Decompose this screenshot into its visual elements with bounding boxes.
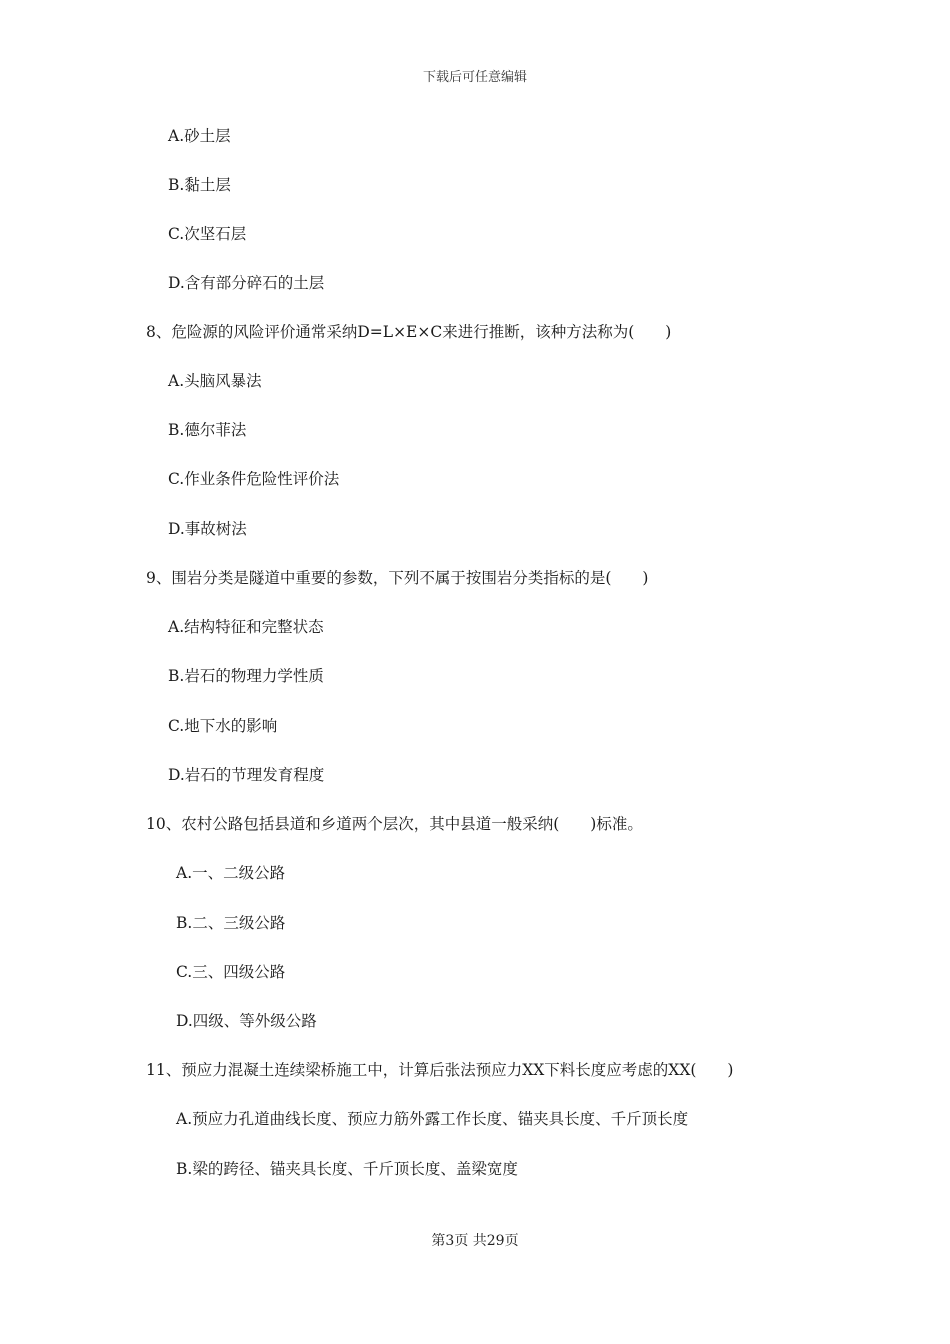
- option-a: A.头脑风暴法: [168, 372, 262, 390]
- option-b: B.二、三级公路: [176, 914, 286, 932]
- option-c: C.三、四级公路: [176, 963, 286, 981]
- question-11: 11、预应力混凝土连续梁桥施工中，计算后张法预应力XX下料长度应考虑的XX( ): [146, 1061, 734, 1079]
- option-d: D.四级、等外级公路: [176, 1012, 317, 1030]
- option-a: A.一、二级公路: [176, 864, 286, 882]
- question-9: 9、围岩分类是隧道中重要的参数，下列不属于按围岩分类指标的是( ): [146, 569, 649, 587]
- option-b: B.德尔菲法: [168, 421, 247, 439]
- question-10: 10、农村公路包括县道和乡道两个层次，其中县道一般采纳( )标准。: [146, 815, 643, 833]
- option-a: A.砂土层: [168, 127, 231, 145]
- option-d: D.事故树法: [168, 520, 247, 538]
- option-b: B.梁的跨径、锚夹具长度、千斤顶长度、盖梁宽度: [176, 1160, 518, 1178]
- option-b: B.岩石的物理力学性质: [168, 667, 324, 685]
- option-a: A.结构特征和完整状态: [168, 618, 324, 636]
- option-d: D.含有部分碎石的土层: [168, 274, 325, 292]
- option-d: D.岩石的节理发育程度: [168, 766, 325, 784]
- option-c: C.作业条件危险性评价法: [168, 470, 340, 488]
- option-c: C.次坚石层: [168, 225, 247, 243]
- page-footer: 第3页 共29页: [431, 1233, 519, 1249]
- option-b: B.黏土层: [168, 176, 231, 194]
- option-a: A.预应力孔道曲线长度、预应力筋外露工作长度、锚夹具长度、千斤顶长度: [176, 1110, 689, 1128]
- option-c: C.地下水的影响: [168, 717, 278, 735]
- question-8: 8、危险源的风险评价通常采纳D=L×E×C来进行推断，该种方法称为( ): [146, 323, 672, 341]
- page-header: 下载后可任意编辑: [422, 70, 527, 85]
